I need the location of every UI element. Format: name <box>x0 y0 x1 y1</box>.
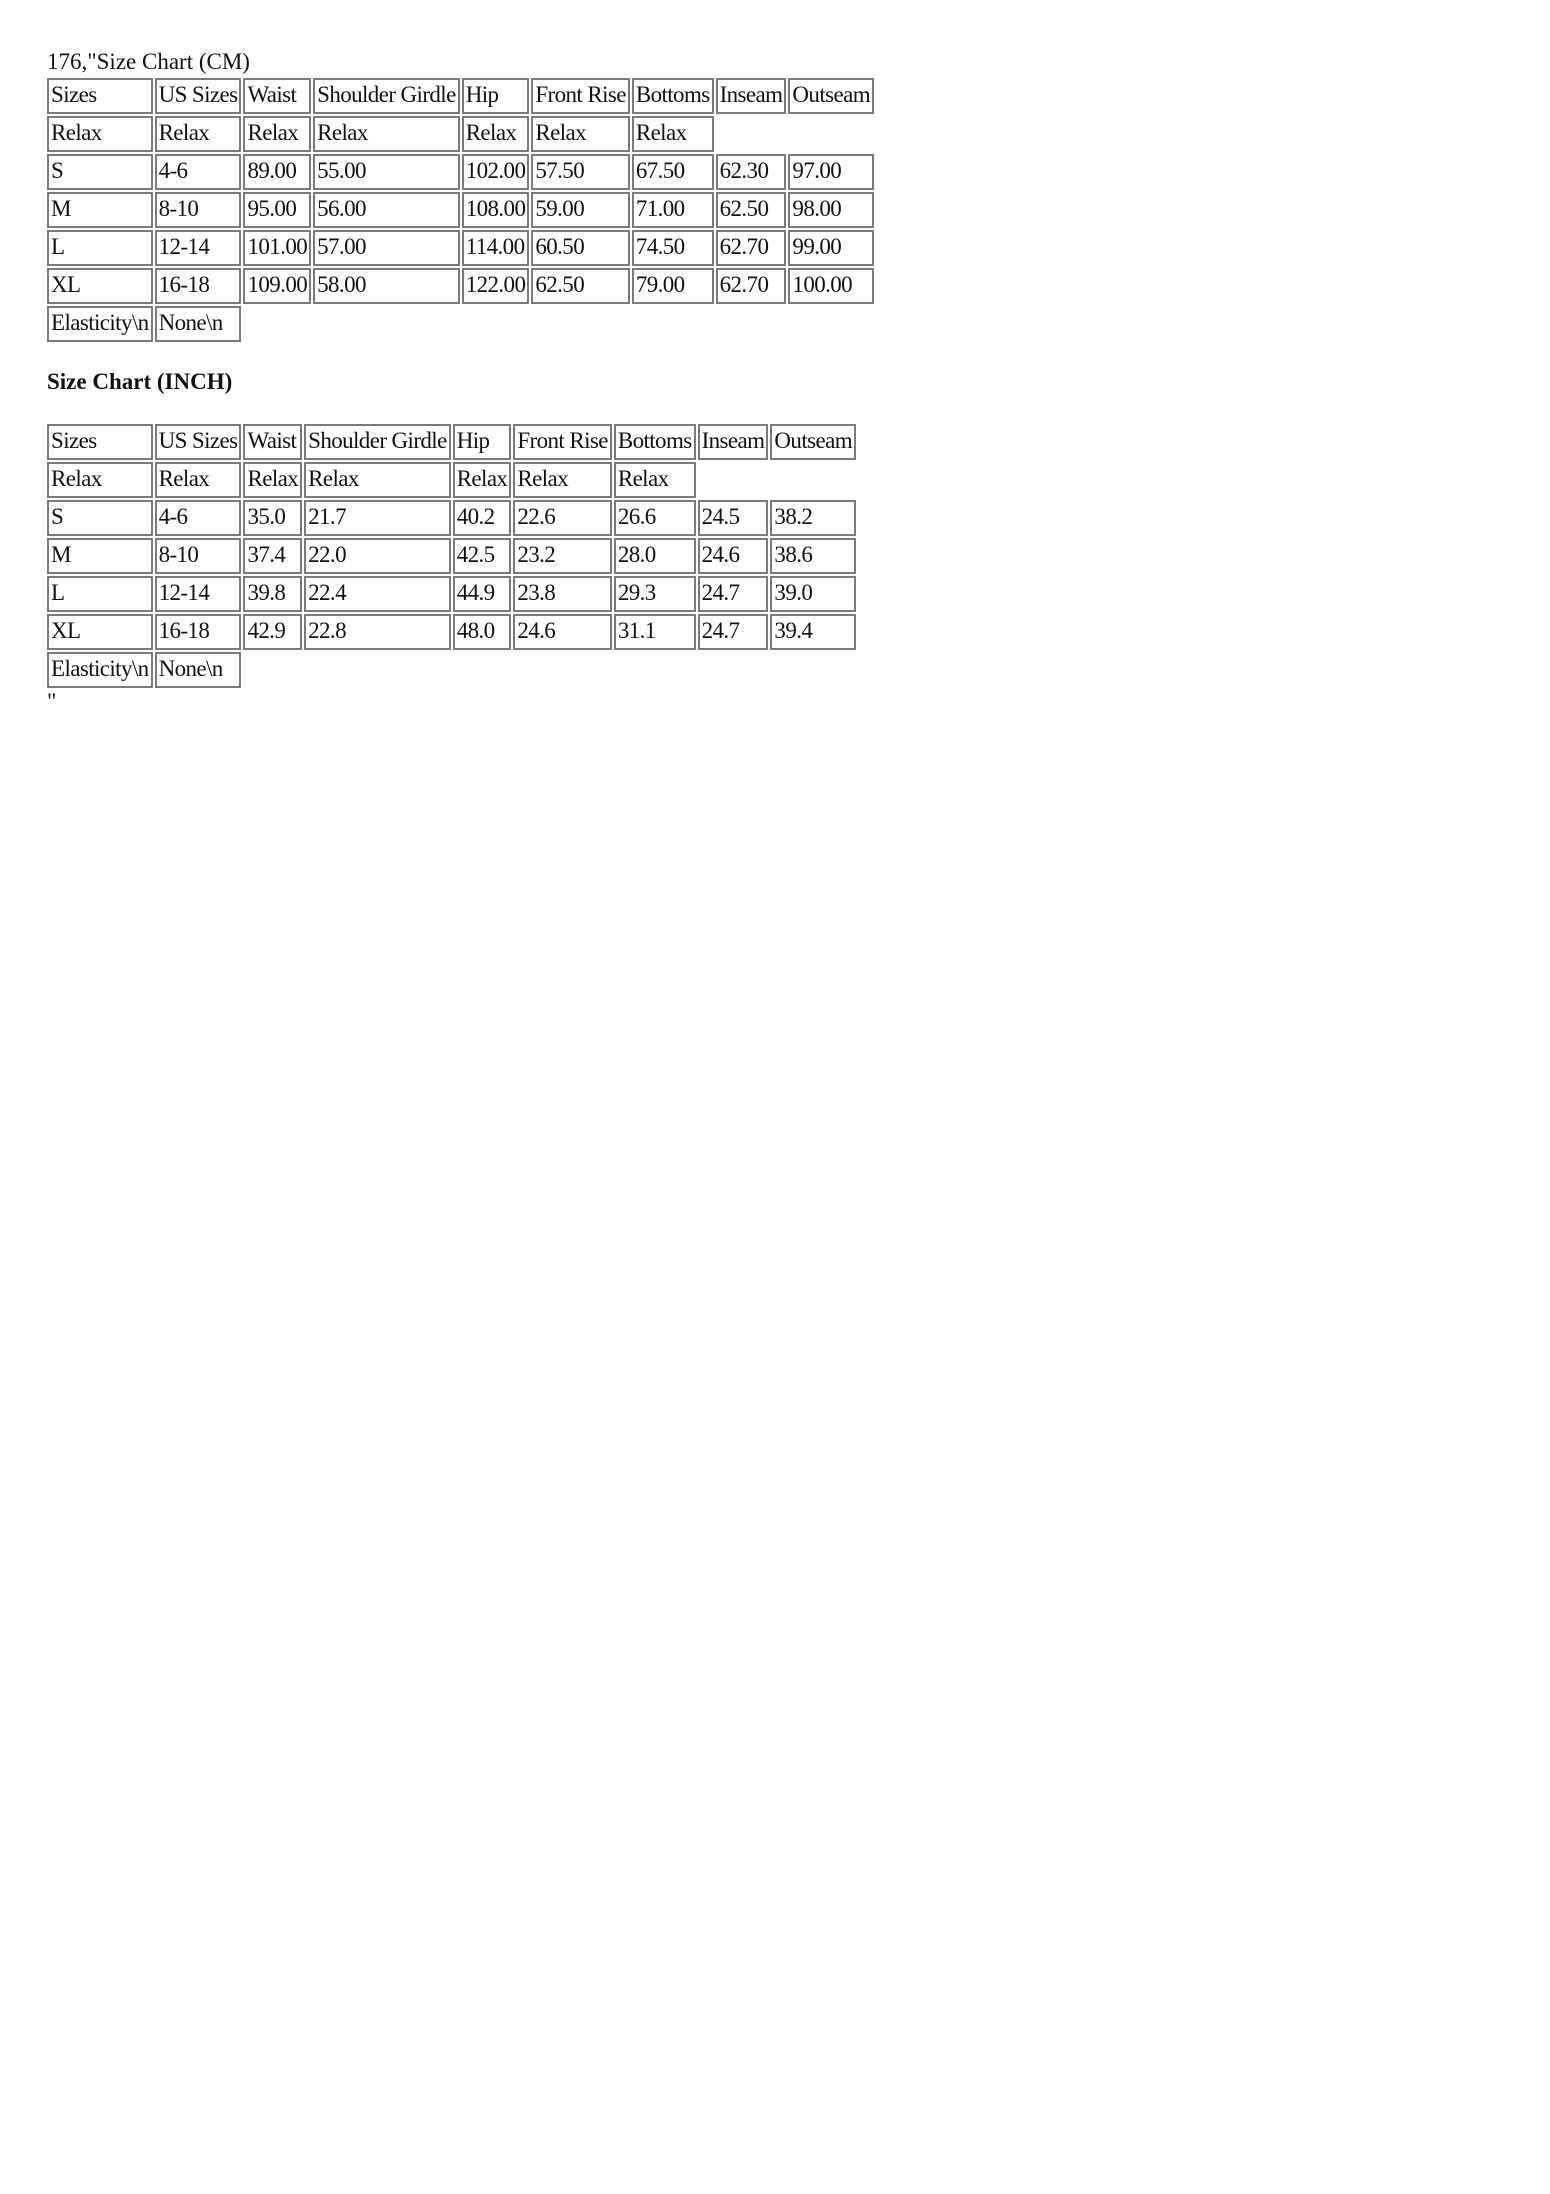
table-cell: 89.00 <box>243 154 311 190</box>
header-cell: Shoulder Girdle <box>313 78 460 114</box>
table-cell: XL <box>47 614 153 650</box>
table-cell: 79.00 <box>632 268 714 304</box>
table-cell: 16-18 <box>155 268 242 304</box>
document-page <box>47 48 876 714</box>
table-cell: 37.4 <box>243 538 302 574</box>
inch-chart-heading: Size Chart (INCH) <box>47 369 233 394</box>
header-cell: Hip <box>462 78 530 114</box>
table-cell: 8-10 <box>155 538 242 574</box>
header-cell: Waist <box>243 78 311 114</box>
size-chart-inch-table <box>45 422 858 690</box>
fit-cell: Relax <box>47 116 153 152</box>
fit-cell: Relax <box>313 116 460 152</box>
table-cell: 102.00 <box>462 154 530 190</box>
fit-cell: Relax <box>155 116 242 152</box>
elasticity-value-cell: None\n <box>155 652 242 688</box>
table-cell: 99.00 <box>788 230 874 266</box>
table-cell: 67.50 <box>632 154 714 190</box>
table-cell: M <box>47 192 153 228</box>
table-cell: 23.8 <box>513 576 611 612</box>
table-cell: 56.00 <box>313 192 460 228</box>
table-cell: 22.8 <box>304 614 451 650</box>
intro-line: 176,"Size Chart (CM) <box>47 49 250 74</box>
table-cell: 42.9 <box>243 614 302 650</box>
table-cell: S <box>47 500 153 536</box>
table-cell: 35.0 <box>243 500 302 536</box>
header-cell: Bottoms <box>614 424 696 460</box>
table-cell: 59.00 <box>531 192 629 228</box>
table-cell: 122.00 <box>462 268 530 304</box>
fit-cell: Relax <box>614 462 696 498</box>
table-cell: 22.4 <box>304 576 451 612</box>
table-cell: 39.0 <box>770 576 856 612</box>
table-cell: 12-14 <box>155 230 242 266</box>
header-cell: Inseam <box>698 424 769 460</box>
table-cell: 58.00 <box>313 268 460 304</box>
table-cell: 4-6 <box>155 154 242 190</box>
table-row <box>47 576 856 612</box>
table-header-row <box>47 78 874 114</box>
table-cell: 62.50 <box>531 268 629 304</box>
table-cell: 38.6 <box>770 538 856 574</box>
header-cell: Waist <box>243 424 302 460</box>
table-cell: 23.2 <box>513 538 611 574</box>
table-cell: 62.30 <box>716 154 787 190</box>
fit-cell: Relax <box>304 462 451 498</box>
header-cell: Sizes <box>47 78 153 114</box>
fit-cell: Relax <box>243 116 311 152</box>
table-cell: 101.00 <box>243 230 311 266</box>
table-row <box>47 230 874 266</box>
table-cell: M <box>47 538 153 574</box>
table-cell: 100.00 <box>788 268 874 304</box>
table-cell: 21.7 <box>304 500 451 536</box>
table-cell: 60.50 <box>531 230 629 266</box>
table-cell: 40.2 <box>453 500 512 536</box>
table-cell: XL <box>47 268 153 304</box>
table-cell: 22.0 <box>304 538 451 574</box>
header-cell: Front Rise <box>531 78 629 114</box>
table-cell: 114.00 <box>462 230 530 266</box>
header-cell: Shoulder Girdle <box>304 424 451 460</box>
table-cell: 55.00 <box>313 154 460 190</box>
table-cell: 38.2 <box>770 500 856 536</box>
table-cell: 24.5 <box>698 500 769 536</box>
table-row <box>47 268 874 304</box>
fit-cell: Relax <box>513 462 611 498</box>
table-cell: 24.6 <box>698 538 769 574</box>
table-cell: 31.1 <box>614 614 696 650</box>
elasticity-value-cell: None\n <box>155 306 242 342</box>
fit-cell: Relax <box>462 116 530 152</box>
fit-cell: Relax <box>155 462 242 498</box>
table-row <box>47 538 856 574</box>
table-cell: 62.50 <box>716 192 787 228</box>
table-cell: 39.8 <box>243 576 302 612</box>
table-cell: 16-18 <box>155 614 242 650</box>
table-row <box>47 192 874 228</box>
fit-cell: Relax <box>531 116 629 152</box>
header-cell: Inseam <box>716 78 787 114</box>
table-cell: 62.70 <box>716 268 787 304</box>
fit-cell: Relax <box>453 462 512 498</box>
table-cell: 97.00 <box>788 154 874 190</box>
table-cell: L <box>47 576 153 612</box>
table-cell: L <box>47 230 153 266</box>
table-row <box>47 614 856 650</box>
table-cell: 24.7 <box>698 614 769 650</box>
table-cell: 44.9 <box>453 576 512 612</box>
fit-cell: Relax <box>47 462 153 498</box>
table-cell: 39.4 <box>770 614 856 650</box>
table-cell: 62.70 <box>716 230 787 266</box>
table-cell: 109.00 <box>243 268 311 304</box>
fit-row <box>47 116 874 152</box>
elasticity-row <box>47 306 874 342</box>
fit-row <box>47 462 856 498</box>
table-cell: 48.0 <box>453 614 512 650</box>
table-cell: 29.3 <box>614 576 696 612</box>
elasticity-label-cell: Elasticity\n <box>47 652 153 688</box>
header-cell: US Sizes <box>155 78 242 114</box>
trailing-quote: " <box>47 689 57 714</box>
table-cell: 95.00 <box>243 192 311 228</box>
elasticity-label-cell: Elasticity\n <box>47 306 153 342</box>
header-cell: Front Rise <box>513 424 611 460</box>
header-cell: US Sizes <box>155 424 242 460</box>
header-cell: Hip <box>453 424 512 460</box>
table-row <box>47 154 874 190</box>
table-cell: 71.00 <box>632 192 714 228</box>
size-chart-cm-table <box>45 76 876 344</box>
table-cell: 108.00 <box>462 192 530 228</box>
table-cell: S <box>47 154 153 190</box>
table-cell: 98.00 <box>788 192 874 228</box>
table-cell: 74.50 <box>632 230 714 266</box>
header-cell: Outseam <box>788 78 874 114</box>
header-cell: Sizes <box>47 424 153 460</box>
header-cell: Outseam <box>770 424 856 460</box>
table-cell: 28.0 <box>614 538 696 574</box>
table-header-row <box>47 424 856 460</box>
table-cell: 57.00 <box>313 230 460 266</box>
table-cell: 22.6 <box>513 500 611 536</box>
table-cell: 42.5 <box>453 538 512 574</box>
table-cell: 57.50 <box>531 154 629 190</box>
header-cell: Bottoms <box>632 78 714 114</box>
fit-cell: Relax <box>243 462 302 498</box>
table-row <box>47 500 856 536</box>
table-cell: 4-6 <box>155 500 242 536</box>
table-cell: 8-10 <box>155 192 242 228</box>
table-cell: 12-14 <box>155 576 242 612</box>
table-cell: 26.6 <box>614 500 696 536</box>
table-cell: 24.6 <box>513 614 611 650</box>
fit-cell: Relax <box>632 116 714 152</box>
elasticity-row <box>47 652 856 688</box>
table-cell: 24.7 <box>698 576 769 612</box>
